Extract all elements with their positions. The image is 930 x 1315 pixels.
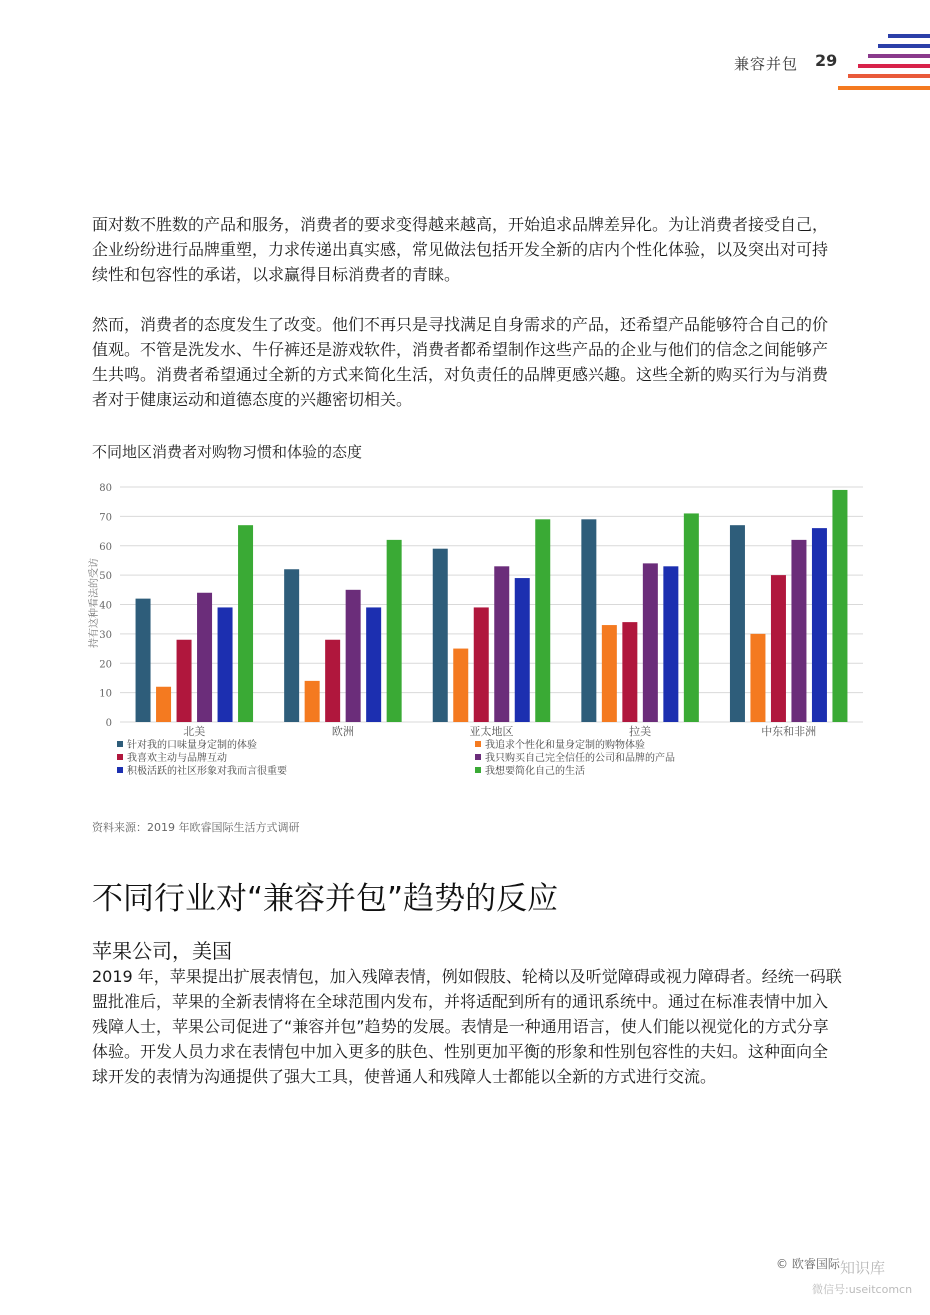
legend-swatch [117, 741, 123, 747]
page-number: 29 [815, 51, 838, 70]
y-tick-label: 80 [99, 483, 112, 494]
bar [750, 634, 765, 722]
stripe-3 [868, 54, 930, 58]
bar [684, 513, 699, 722]
stripe-5 [848, 74, 930, 78]
y-axis-ticks [99, 483, 112, 729]
bar [622, 622, 637, 722]
stripe-1 [888, 34, 930, 38]
bar [177, 640, 192, 722]
bar [197, 593, 212, 722]
bar [305, 681, 320, 722]
x-tick-label: 欧洲 [331, 725, 354, 738]
bar [730, 525, 745, 722]
bar [366, 607, 381, 722]
intro-paragraph-1: 面对数不胜数的产品和服务，消费者的要求变得越来越高，开始追求品牌差异化。为让消费者接受自己，企业纷纷进行品牌重塑，力求传递出真实感，常见做法包括开发全新的店内个性化体验，以及突出对可持续性和包容性的承诺，以求赢得目标消费者的青睐。 [92, 215, 829, 284]
bar [136, 599, 151, 722]
legend-swatch [117, 754, 123, 760]
bar [387, 540, 402, 722]
legend-label: 我想要简化自己的生活 [485, 766, 585, 777]
chart-bars [136, 490, 848, 722]
x-tick-label: 拉美 [629, 725, 652, 738]
y-tick-label: 10 [99, 688, 112, 700]
stripe-logo-icon [838, 34, 930, 96]
bar [284, 569, 299, 722]
bar [238, 525, 253, 722]
bar [602, 625, 617, 722]
legend-swatch [475, 754, 481, 760]
legend-label: 我喜欢主动与品牌互动 [127, 753, 227, 764]
x-tick-label: 北美 [183, 725, 206, 738]
y-tick-label: 20 [99, 659, 112, 671]
legend-label: 我只购买自己完全信任的公司和品牌的产品 [485, 753, 675, 764]
chart-legend [117, 738, 675, 777]
bar [433, 549, 448, 722]
bar [494, 566, 509, 722]
x-tick-label: 中东和非洲 [761, 725, 817, 738]
section-body: 2019 年，苹果提出扩展表情包，加入残障表情，例如假肢、轮椅以及听觉障碍或视力障碍者。经统一码联盟批准后，苹果的全新表情将在全球范围内发布，并将适配到所有的通讯系统中。通过在标准表情中加入残障人士，苹果公司促进了“兼容并包”趋势的发展。表情是一种通用语言，使人们能以视觉化的方式分享体验。开发人员力求在表情包中加入更多的肤色、性别更加平衡的形象和性别包容性的夫妇。这种面向全球开发的表情为沟通提供了强大工具，使普通人和残障人士都能以全新的方式进行交流。 [92, 967, 842, 1086]
bar [346, 590, 361, 722]
bar [156, 687, 171, 722]
stripe-6 [838, 86, 930, 90]
legend-label: 积极活跃的社区形象对我而言很重要 [127, 766, 287, 777]
chart-title: 不同地区消费者对购物习惯和体验的态度 [92, 443, 363, 461]
bar [325, 640, 340, 722]
y-tick-label: 30 [99, 629, 112, 641]
section-title: 不同行业对“兼容并包”趋势的反应 [92, 881, 559, 917]
y-axis-label: 持有这种看法的受访 [89, 558, 100, 648]
y-tick-label: 40 [99, 600, 112, 612]
stripe-4 [858, 64, 930, 68]
y-tick-label: 70 [99, 512, 112, 524]
bar [535, 519, 550, 722]
stripe-2 [878, 44, 930, 48]
y-tick-label: 0 [105, 718, 112, 729]
footer-copyright: © 欧睿国际 [776, 1257, 840, 1271]
bar [832, 490, 847, 722]
watermark-text: 知识库 [840, 1259, 886, 1277]
legend-label: 针对我的口味量身定制的体验 [127, 740, 257, 751]
watermark-subtext: 微信号:useitcomcn [812, 1283, 913, 1296]
legend-label: 我追求个性化和量身定制的购物体验 [485, 740, 645, 751]
bar [474, 607, 489, 722]
bar [643, 563, 658, 722]
y-tick-label: 60 [99, 541, 112, 553]
legend-swatch [475, 767, 481, 773]
section-subtitle: 苹果公司，美国 [92, 939, 232, 963]
bar-chart [85, 475, 870, 785]
header-title: 兼容并包 [733, 55, 798, 73]
bar [218, 607, 233, 722]
legend-swatch [475, 741, 481, 747]
bar [663, 566, 678, 722]
intro-paragraph-2: 然而，消费者的态度发生了改变。他们不再只是寻找满足自身需求的产品，还希望产品能够符合自己的价值观。不管是洗发水、牛仔裤还是游戏软件，消费者都希望制作这些产品的企业与他们的信念之间能够产生共鸣。消费者希望通过全新的方式来简化生活，对负责任的品牌更感兴趣。这些全新的购买行为与消费者对于健康运动和道德态度的兴趣密切相关。 [92, 315, 829, 409]
bar [771, 575, 786, 722]
legend-swatch [117, 767, 123, 773]
bar [812, 528, 827, 722]
y-tick-label: 50 [99, 571, 112, 583]
x-axis-labels [183, 724, 816, 738]
source-note: 资料来源：2019 年欧睿国际生活方式调研 [92, 821, 300, 834]
bar [515, 578, 530, 722]
bar [791, 540, 806, 722]
bar [581, 519, 596, 722]
bar [453, 649, 468, 722]
x-tick-label: 亚太地区 [469, 725, 514, 738]
